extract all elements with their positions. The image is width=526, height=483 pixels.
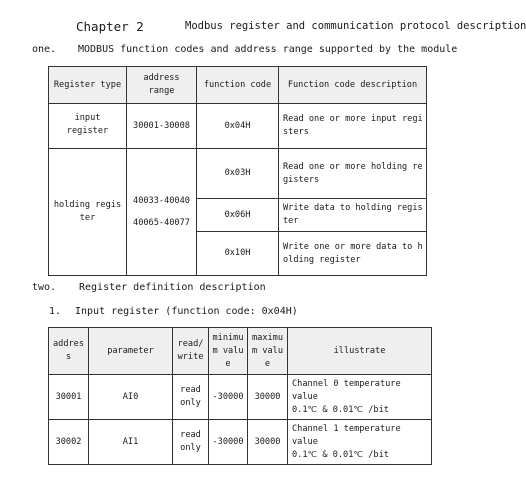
chapter-title: Chapter 2: [76, 19, 144, 34]
address-range-cell: 30001-30008: [127, 104, 197, 149]
chapter-description: Modbus register and communication protocol description: [185, 20, 526, 32]
address-range-line: 40065-40077: [133, 218, 190, 228]
section-number: one.: [32, 44, 57, 55]
function-description-cell: Read one or more input registers: [279, 104, 427, 149]
address-cell: 30001: [49, 375, 89, 420]
function-code-cell: 0x06H: [197, 199, 279, 232]
address-range-line: 40033-40040: [133, 196, 190, 206]
minimum-cell: -30000: [209, 420, 248, 465]
subsection-number: 1.: [49, 306, 62, 317]
input-register-table: [48, 327, 432, 465]
maximum-cell: 30000: [248, 375, 288, 420]
header-illustrate: illustrate: [288, 328, 432, 375]
parameter-cell: AI0: [89, 375, 173, 420]
subsection-title: Input register (function code: 0x04H): [75, 306, 298, 317]
illustrate-line: Channel 1 temperature value: [292, 423, 401, 447]
header-minimum-value: minimum value: [209, 328, 248, 375]
function-code-table: [48, 66, 427, 276]
header-maximum-value: maximum value: [248, 328, 288, 375]
illustrate-line: Channel 0 temperature value: [292, 378, 401, 402]
illustrate-line: 0.1℃ & 0.01℃ /bit: [292, 449, 389, 460]
address-cell: 30002: [49, 420, 89, 465]
table-row: [49, 420, 432, 465]
maximum-cell: 30000: [248, 420, 288, 465]
function-description-cell: Read one or more holding registers: [279, 149, 427, 199]
header-address-range: address range: [127, 67, 197, 104]
function-description-cell: Write data to holding register: [279, 199, 427, 232]
illustrate-cell: [288, 420, 432, 465]
header-address: address: [49, 328, 89, 375]
section-title: MODBUS function codes and address range supported by the module: [78, 44, 458, 55]
illustrate-cell: [288, 375, 432, 420]
table-row: [49, 104, 427, 149]
section-number: two.: [32, 282, 57, 293]
header-function-description: Function code description: [279, 67, 427, 104]
function-code-cell: 0x10H: [197, 232, 279, 276]
table-header-row: [49, 328, 432, 375]
table-row: [49, 375, 432, 420]
table-row: [49, 149, 427, 199]
minimum-cell: -30000: [209, 375, 248, 420]
header-function-code: function code: [197, 67, 279, 104]
illustrate-line: 0.1℃ & 0.01℃ /bit: [292, 404, 389, 415]
function-code-cell: 0x04H: [197, 104, 279, 149]
header-register-type: Register type: [49, 67, 127, 104]
register-type-cell: input register: [49, 104, 127, 149]
header-parameter: parameter: [89, 328, 173, 375]
read-write-cell: read only: [173, 420, 209, 465]
parameter-cell: AI1: [89, 420, 173, 465]
header-read-write: read/write: [173, 328, 209, 375]
section-title: Register definition description: [79, 282, 266, 293]
register-type-cell: holding register: [49, 149, 127, 276]
table-header-row: [49, 67, 427, 104]
address-range-cell: [127, 149, 197, 276]
read-write-cell: read only: [173, 375, 209, 420]
function-description-cell: Write one or more data to holding register: [279, 232, 427, 276]
function-code-cell: 0x03H: [197, 149, 279, 199]
